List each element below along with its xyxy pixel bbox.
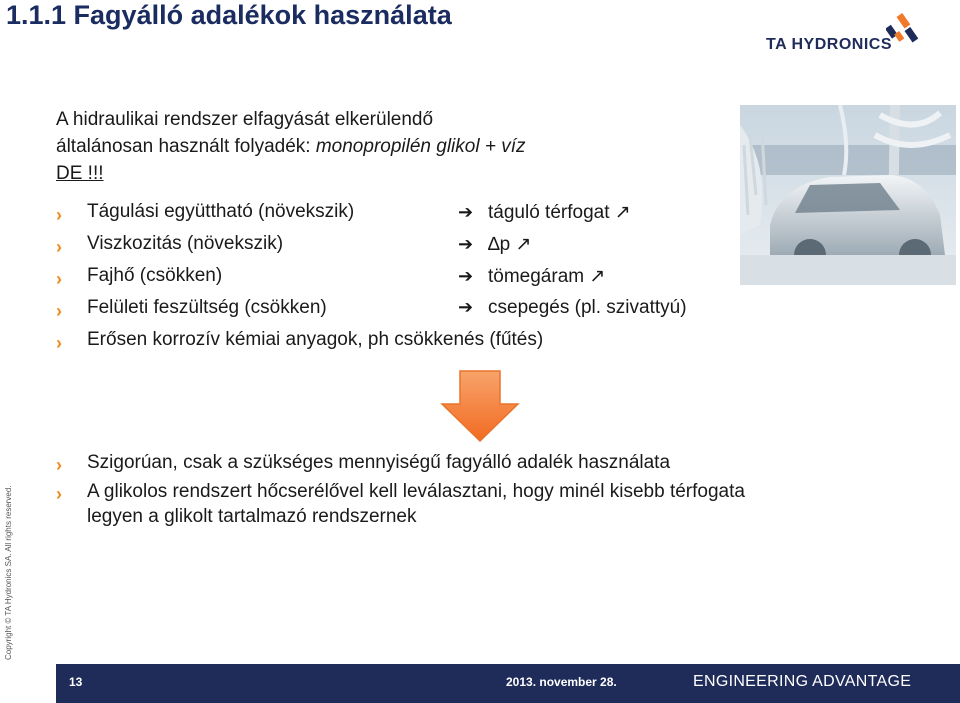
down-arrow-icon — [440, 370, 520, 447]
copyright-notice: Copyright © TA Hydronics SA. All rights reserved. — [4, 485, 13, 660]
glycol-mixture: monopropilén glikol + víz — [315, 136, 526, 157]
property-effect: ➔ tömegáram ↗ — [458, 266, 606, 287]
chevron-right-icon: › — [56, 269, 62, 289]
right-arrow-icon: ➔ — [458, 297, 474, 317]
intro-warning: DE !!! — [56, 163, 104, 184]
right-arrow-icon: ➔ — [458, 266, 474, 286]
footer-date: 2013. november 28. — [506, 675, 617, 689]
property-text: Erősen korrozív kémiai anyagok, ph csökkenés (fűtés) — [87, 329, 544, 350]
recommendation-list — [56, 450, 745, 533]
property-text: Fajhő (csökken) — [87, 265, 223, 286]
footer-tagline: ENGINEERING ADVANTAGE — [693, 673, 912, 690]
property-text: Tágulási együttható (növekszik) — [87, 201, 355, 222]
property-effect: ➔ ∆p ↗ — [458, 234, 532, 255]
ta-hydronics-logo — [766, 12, 926, 54]
right-arrow-icon: ➔ — [458, 202, 474, 222]
property-text: Viszkozitás (növekszik) — [87, 233, 284, 254]
slide-title: 1.1.1 Fagyálló adalékok használata — [6, 0, 452, 30]
chevron-right-icon: › — [56, 205, 62, 225]
footer-bar — [56, 664, 960, 703]
chevron-right-icon: › — [56, 455, 62, 475]
logo-wordmark: TA HYDRONICS — [766, 36, 892, 53]
chevron-right-icon: › — [56, 301, 62, 321]
frozen-car-photo — [740, 105, 956, 285]
chevron-right-icon: › — [56, 237, 62, 257]
property-effect: ➔ csepegés (pl. szivattyú) — [458, 297, 687, 318]
list-item — [56, 479, 745, 529]
page-number: 13 — [69, 675, 83, 689]
recommendation-text: A glikolos rendszert hőcserélővel kell leválasztani, hogy minél kisebb térfogata — [87, 481, 745, 502]
chevron-right-icon: › — [56, 333, 62, 353]
intro-text — [56, 106, 525, 187]
property-effect: ➔ táguló térfogat ↗ — [458, 202, 631, 223]
recommendation-text: Szigorúan, csak a szükséges mennyiségű fagyálló adalék használata — [87, 452, 671, 473]
intro-line-1: A hidraulikai rendszer elfagyását elkerülendő — [56, 109, 434, 130]
intro-line-2: általánosan használt folyadék: monopropilén glikol + víz — [56, 136, 526, 157]
recommendation-text-cont: legyen a glikolt tartalmazó rendszernek — [87, 506, 417, 527]
chevron-right-icon: › — [56, 484, 62, 504]
list-item — [56, 450, 745, 475]
right-arrow-icon: ➔ — [458, 234, 474, 254]
property-text: Felületi feszültség (csökken) — [87, 297, 327, 318]
